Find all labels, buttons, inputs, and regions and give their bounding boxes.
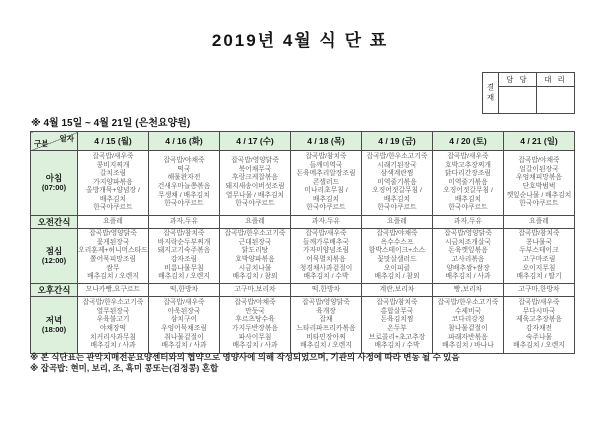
menu-cell: [362, 151, 433, 216]
menu-cell: [362, 229, 433, 284]
menu-item: 파래자반볶음: [448, 333, 488, 341]
menu-item: 배추김치 / 오렌지: [87, 273, 139, 281]
day-header: 4 / 17 (수): [220, 132, 291, 151]
menu-item: 요플레: [387, 217, 407, 225]
menu-item: 떡국: [177, 165, 191, 173]
menu-item: 가지두반장볶음: [232, 325, 278, 332]
menu-item: 닭다리간장조림: [445, 170, 491, 178]
menu-item: 콩비지찌개: [96, 161, 130, 169]
menu-cell: [78, 284, 149, 297]
week-range-subtitle: ※ 4월 15일 ~ 4월 21일 (은천요양원): [31, 118, 191, 129]
row-time: (07:00): [41, 183, 67, 192]
approval-stamp-label: 결재: [483, 73, 499, 113]
menu-item: 배추김치: [454, 195, 482, 203]
menu-item: 배추김치 / 오렌지: [300, 342, 352, 350]
menu-item: 잡곡밥/새우죽: [518, 299, 560, 307]
menu-item: 감자조림: [170, 256, 198, 263]
menu-item: 한국야쿠르트: [519, 200, 559, 208]
menu-cell: [220, 216, 291, 229]
menu-item: 잡곡밥/참치죽: [163, 230, 205, 238]
menu-item: 무생채 / 배추김치: [158, 191, 210, 199]
menu-item: 우엉채피망볶음: [516, 174, 562, 182]
menu-cell: [149, 284, 220, 297]
menu-cell: [433, 284, 504, 297]
row-label-cell: [31, 297, 78, 354]
menu-item: 오이지무침: [522, 264, 556, 272]
corner-date-label: 일자: [59, 134, 74, 143]
menu-item: 온두부: [387, 325, 407, 332]
approval-sign-cell-daeri: [536, 87, 574, 113]
menu-item: 돼지새송이버섯조림: [225, 183, 285, 190]
menu-item: 취나물겉절이: [164, 333, 204, 341]
menu-item: 느타리파프리카볶음: [296, 325, 356, 332]
note: ※ 본 식단표는 관악치매전문요양센터와의 협약으로 영양사에 의해 작성되었으며, 기관의 사정에 따라 변동 될 수 있음: [30, 352, 460, 362]
menu-item: 시금치조개살국: [445, 238, 491, 246]
row-label: 저녁: [45, 315, 63, 325]
approval-grid: [499, 73, 574, 113]
header-row: [31, 132, 575, 151]
menu-item: 감자채전: [525, 325, 553, 332]
menu-cell: [291, 284, 362, 297]
menu-item: 양배추쌈+쌈장: [446, 264, 490, 272]
corner-category-label: 구분: [34, 139, 49, 148]
menu-cell: [291, 216, 362, 229]
menu-item: 배추김치: [383, 195, 411, 203]
meal-row: [31, 229, 575, 284]
menu-item: 잡곡밥/영양닭죽: [89, 230, 137, 238]
menu-item: 청경채사과겉절이: [299, 264, 353, 272]
menu-item: 배추김치 / 사과: [445, 273, 491, 281]
menu-table: [30, 131, 575, 354]
menu-item: 깻잎순나물 / 배추김치: [506, 191, 572, 199]
approval-sign-row: [499, 87, 574, 113]
menu-cell: [504, 151, 575, 216]
menu-item: 오징어젓갈무침 /: [443, 187, 493, 195]
menu-cell: [78, 216, 149, 229]
menu-item: 잡곡밥/영양닭죽: [444, 230, 492, 238]
row-time: (12:00): [41, 256, 67, 265]
day-header: 4 / 18 (목): [291, 132, 362, 151]
menu-item: 들깨미역국: [309, 161, 343, 169]
menu-item: 비름나물무침: [164, 264, 204, 272]
day-header: 4 / 15 (월): [78, 132, 149, 151]
menu-item: 잡곡밥/새우죽: [305, 230, 347, 238]
menu-item: 비타민장아찌: [306, 333, 346, 341]
meal-row: [31, 284, 575, 297]
menu-cell: [362, 297, 433, 354]
menu-item: 옥수수스프: [380, 238, 414, 246]
menu-item: 제육고추장볶음: [516, 316, 562, 324]
menu-item: 쌈무: [106, 264, 120, 272]
menu-item: 시금치나물: [238, 264, 272, 272]
menu-item: 삼치구이: [170, 316, 198, 324]
menu-item: 배추김치 / 사과: [161, 342, 207, 350]
page-title: 2019년 4월 식 단 표: [211, 31, 389, 50]
row-time: (18:00): [41, 325, 67, 334]
menu-item: 해물완자전: [167, 174, 201, 182]
menu-item: 요플레: [245, 217, 265, 225]
menu-item: 잡곡밥/야채죽: [376, 230, 418, 238]
meal-row: [31, 216, 575, 229]
menu-item: 떡,한방차: [311, 285, 341, 293]
menu-cell: [433, 151, 504, 216]
menu-cell: [291, 229, 362, 284]
menu-cell: [78, 151, 149, 216]
menu-item: 건새우마늘쫑볶음: [157, 183, 211, 190]
menu-item: 북어채무국: [238, 165, 272, 173]
menu-item: 고구마,한방차: [518, 285, 560, 293]
menu-item: 콩나물국: [525, 238, 553, 246]
menu-item: 잡곡밥/한우소고기죽: [366, 152, 428, 160]
menu-item: 만둣국: [245, 307, 265, 315]
menu-item: 쫄어묵피망조림: [90, 256, 136, 263]
menu-item: 호박양파볶음: [235, 256, 275, 263]
menu-item: 요플레: [529, 217, 549, 225]
menu-cell: [78, 297, 149, 354]
menu-item: 바지락순두부찌개: [157, 238, 211, 246]
menu-item: 함박스테이크+소스: [368, 247, 426, 255]
menu-item: 치커리사과무침: [90, 333, 136, 341]
menu-item: 갈치조림: [99, 170, 127, 178]
menu-item: 호박고추장찌개: [445, 161, 491, 169]
row-label: 오전간식: [37, 217, 71, 227]
corner-cell: [31, 132, 78, 151]
menu-item: 꽃맛살샐러드: [377, 256, 417, 263]
menu-item: 계란,보리차: [379, 285, 415, 293]
menu-item: 야채장떡: [99, 325, 127, 332]
approval-col-damdang: 담 당: [506, 75, 529, 84]
approval-header-row: [499, 73, 574, 87]
menu-item: 오리훈제+허니머스타드: [78, 247, 148, 255]
menu-item: 배추김치 / 오렌지: [158, 273, 210, 281]
menu-item: 가지양파볶음: [93, 178, 133, 186]
menu-cell: [149, 229, 220, 284]
menu-cell: [362, 284, 433, 297]
menu-cell: [220, 151, 291, 216]
menu-item: 배추김치 / 사과: [232, 342, 278, 350]
row-label-cell: [31, 284, 78, 297]
menu-body: [31, 151, 575, 354]
menu-cell: [433, 229, 504, 284]
meal-row: [31, 297, 575, 354]
menu-item: 한국야쿠르트: [448, 204, 488, 212]
menu-cell: [291, 297, 362, 354]
approval-sign-cell-damdang: [499, 87, 536, 113]
menu-item: 배추김치: [99, 195, 127, 203]
menu-item: 돈육김치찜: [380, 316, 414, 324]
menu-cell: [220, 229, 291, 284]
menu-item: 얼갈이된장국: [519, 165, 559, 173]
menu-cell: [149, 216, 220, 229]
menu-item: 배추김치 / 오렌지: [513, 342, 565, 350]
menu-item: 어묵멸치볶음: [306, 256, 346, 263]
meal-row: [31, 151, 575, 216]
menu-item: 배추김치 / 참외: [374, 273, 420, 281]
menu-item: 잡곡밥/참치죽: [376, 299, 418, 307]
menu-item: 코다리강정: [451, 316, 485, 324]
menu-item: 미나리초무침 /: [304, 187, 348, 195]
approval-box: [482, 72, 575, 114]
menu-cell: [504, 216, 575, 229]
menu-item: 잡곡밥/영양닭죽: [231, 157, 279, 165]
menu-item: 잡곡밥/새우죽: [447, 152, 489, 160]
menu-item: 한국야쿠르트: [306, 204, 346, 212]
menu-item: 떡,한방차: [169, 285, 199, 293]
row-label-cell: [31, 216, 78, 229]
day-header: 4 / 21 (일): [504, 132, 575, 151]
menu-cell: [504, 229, 575, 284]
menu-item: 홍합살무국: [380, 307, 414, 315]
menu-item: 잡곡밥/한우소고기죽: [437, 299, 499, 307]
menu-item: 잡곡밥/한우소고기죽: [82, 299, 144, 307]
row-label-cell: [31, 151, 78, 216]
menu-item: 한국야쿠르트: [164, 200, 204, 208]
menu-item: 열무된장국: [96, 307, 130, 315]
menu-item: 과자,두유: [169, 217, 199, 225]
menu-item: 과자,두유: [453, 217, 483, 225]
menu-item: 우엉어묵채조림: [161, 325, 207, 332]
approval-col-daeri: 대 리: [536, 73, 574, 86]
menu-item: 잡곡밥/새우죽: [92, 152, 134, 160]
day-header: 4 / 19 (금): [362, 132, 433, 151]
menu-item: 육개장: [316, 307, 336, 315]
menu-item: 잡곡밥/영양닭죽: [302, 299, 350, 307]
menu-item: 잡곡밥/한우소고기죽: [224, 230, 286, 238]
day-header: 4 / 20 (토): [433, 132, 504, 151]
menu-item: 근대된장국: [238, 238, 272, 246]
menu-item: 한국야쿠르트: [377, 204, 417, 212]
menu-item: 잡곡밥/야채죽: [163, 157, 205, 165]
menu-item: 잡곡밥/참치죽: [305, 152, 347, 160]
menu-item: 잡곡밥/새우죽: [163, 299, 205, 307]
menu-item: 수제비국: [454, 307, 482, 315]
menu-item: 요플레: [103, 217, 123, 225]
menu-item: 들깨가루배추국: [303, 238, 349, 246]
menu-item: 잡곡밥/참치죽: [518, 230, 560, 238]
menu-cell: [220, 284, 291, 297]
menu-cell: [220, 297, 291, 354]
menu-item: 파사이무침: [238, 333, 272, 341]
menu-item: 올방개묵+양념장 /: [86, 187, 140, 195]
menu-cell: [149, 151, 220, 216]
menu-item: 고사리볶음: [451, 256, 485, 263]
menu-cell: [433, 297, 504, 354]
menu-item: 미역줄기볶음: [448, 178, 488, 186]
menu-item: 미역줄기볶음: [377, 178, 417, 186]
menu-item: 닭도리탕: [241, 247, 269, 255]
menu-item: 돈육깻잎볶음: [448, 247, 488, 255]
menu-item: 시래기된장국: [377, 161, 417, 169]
menu-item: 잡채: [319, 316, 333, 324]
row-label-cell: [31, 229, 78, 284]
row-label: 오후간식: [37, 285, 71, 295]
menu-item: 돈육메추리알장조림: [296, 170, 356, 178]
menu-item: 삼색계란찜: [380, 170, 414, 178]
menu-item: 잡곡밥/야채죽: [234, 299, 276, 307]
menu-item: 가자미양념조림: [303, 247, 349, 255]
menu-item: 두부스테이크: [519, 247, 559, 255]
row-label: 아침: [45, 173, 63, 183]
menu-item: 배추김치 / 참외: [232, 273, 278, 281]
menu-cell: [149, 297, 220, 354]
menu-item: 한국야쿠르트: [93, 204, 133, 212]
menu-item: 아욱된장국: [167, 307, 201, 315]
menu-item: 단호박범벅: [522, 183, 556, 190]
menu-cell: [433, 216, 504, 229]
menu-cell: [291, 151, 362, 216]
note: ※ 잡곡밥: 현미, 보리, 조, 흑미 콩또는(검정콩) 혼합: [30, 363, 219, 373]
notes: [30, 352, 460, 374]
menu-cell: [78, 229, 149, 284]
row-label: 점심: [45, 246, 63, 256]
menu-cell: [362, 216, 433, 229]
menu-item: 숙주나물: [525, 333, 553, 341]
menu-cell: [504, 284, 575, 297]
menu-item: 오징어젓갈무침 /: [372, 187, 422, 195]
menu-item: 모나카빵,요구르트: [85, 285, 141, 293]
menu-item: 우육불고기: [96, 316, 130, 324]
menu-item: 후랑크케찹볶음: [232, 174, 278, 182]
menu-item: 배추김치 / 수박: [303, 273, 349, 281]
menu-item: 꽃게된장국: [96, 238, 130, 246]
menu-item: 후르츠탕수육: [235, 316, 275, 324]
menu-cell: [504, 297, 575, 354]
menu-item: 고구마,보리차: [234, 285, 276, 293]
menu-item: 과자,두유: [311, 217, 341, 225]
menu-item: 빵,보리차: [453, 285, 483, 293]
menu-item: 배추김치 / 사과: [90, 342, 136, 350]
menu-item: 한국야쿠르트: [235, 200, 275, 208]
menu-item: 배추김치: [312, 195, 340, 203]
menu-item: 잡곡밥/야채죽: [518, 157, 560, 165]
menu-item: 배추김치 / 수박: [374, 342, 420, 350]
menu-item: 브로콜리+초고추장: [368, 333, 426, 341]
menu-item: 참나물겉절이: [448, 325, 488, 332]
menu-item: 고구마조림: [522, 256, 556, 263]
day-header: 4 / 16 (화): [149, 132, 220, 151]
menu-item: 돼지고기숙주볶음: [157, 247, 211, 255]
menu-item: 오이피클: [383, 264, 411, 272]
menu-item: 열무나물 / 배추김치: [225, 191, 285, 199]
menu-item: 배추김치 / 바나나: [442, 342, 494, 350]
menu-item: 콘샐러드: [312, 178, 340, 186]
menu-item: 무다시마국: [522, 307, 556, 315]
menu-item: 배추김치 / 딸기: [516, 273, 562, 281]
